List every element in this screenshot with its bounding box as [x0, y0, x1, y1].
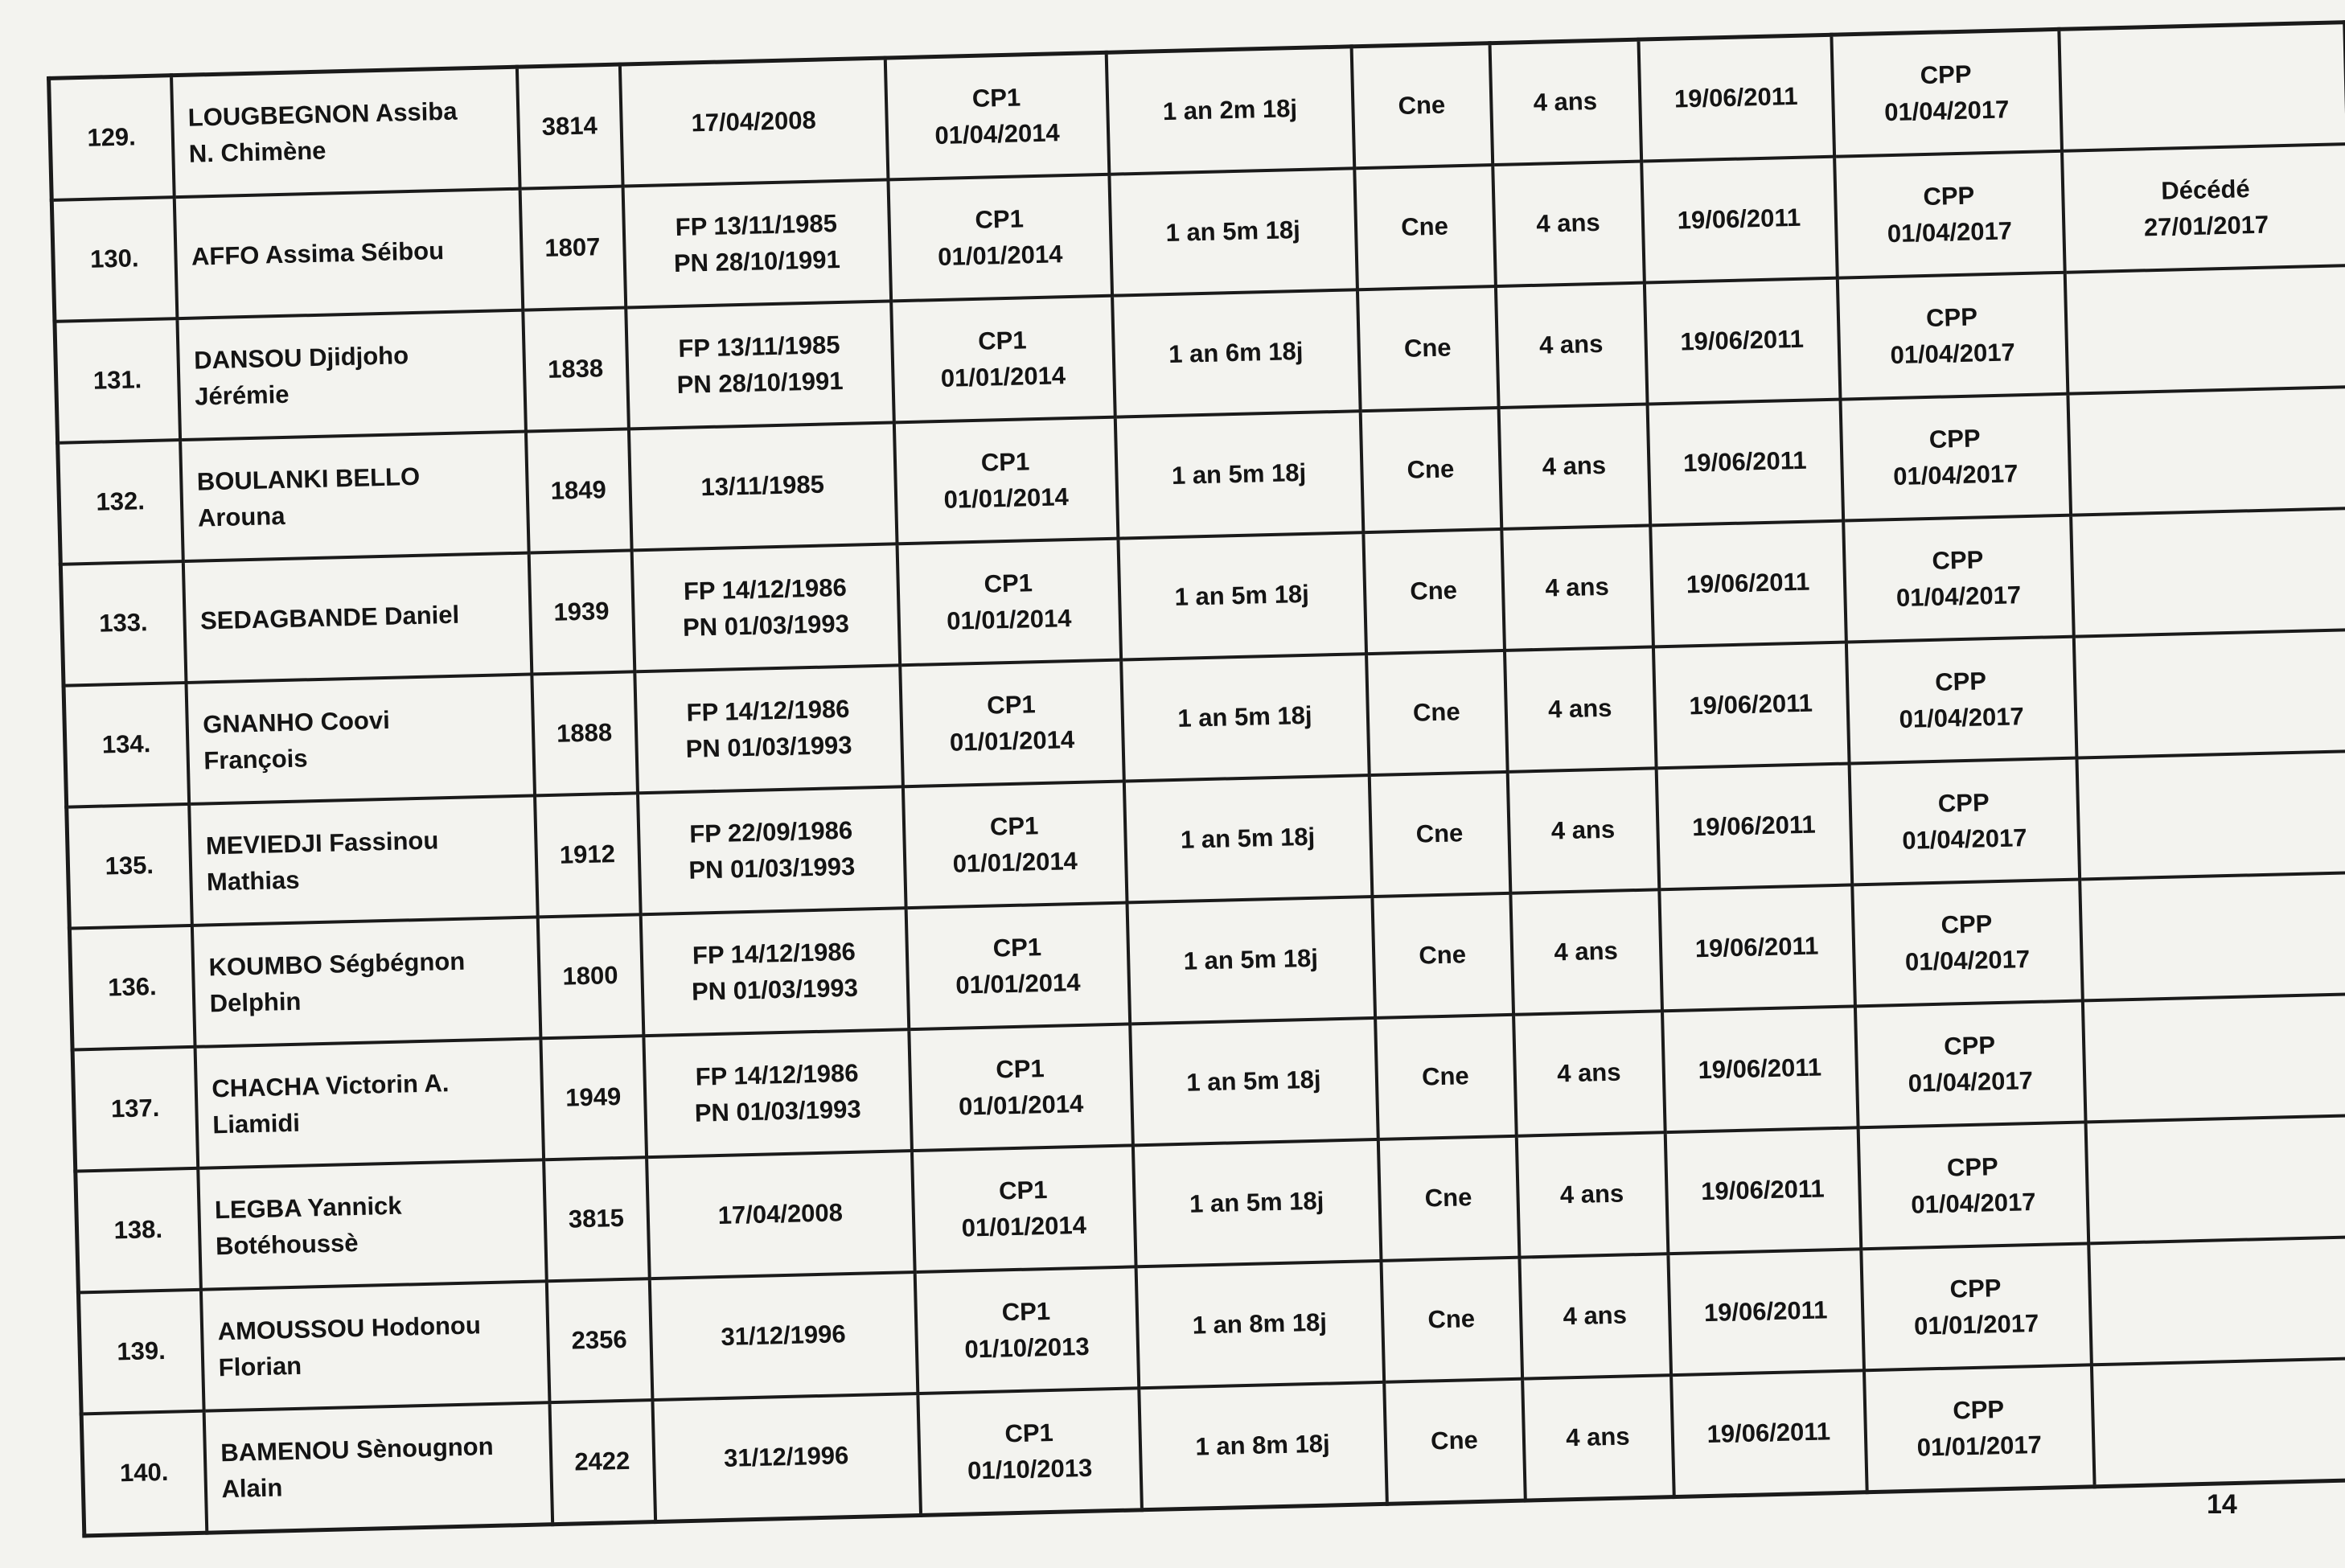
cell-proposed-grade-line: CPP — [1940, 909, 1993, 939]
cell-number: 131. — [55, 318, 180, 443]
cell-matricule: 2422 — [549, 1400, 655, 1525]
cell-observation — [2082, 994, 2345, 1123]
cell-proposed-grade — [1831, 29, 2062, 156]
cell-proposed-grade-line: CPP — [1952, 1394, 2005, 1425]
cell-current-grade-line: 01/10/2013 — [964, 1332, 1090, 1364]
cell-current-grade-line: CP1 — [980, 446, 1030, 477]
cell-observation — [2091, 1358, 2345, 1487]
cell-entry-date-line: PN 28/10/1991 — [676, 366, 844, 399]
cell-current-grade-line: 01/01/2014 — [949, 724, 1075, 757]
cell-name-line: AFFO Assima Séibou — [191, 236, 445, 271]
cell-entry-date-line: FP 14/12/1986 — [683, 573, 848, 605]
cell-proposed-grade-line: 01/04/2017 — [1892, 458, 2019, 491]
cell-entry-date — [622, 179, 891, 307]
cell-current-grade-line: 01/01/2014 — [961, 1210, 1087, 1242]
cell-matricule: 2356 — [546, 1279, 652, 1402]
cell-number: 137. — [72, 1047, 198, 1172]
cell-number: 140. — [81, 1411, 207, 1536]
cell-seniority: 1 an 5m 18j — [1115, 411, 1363, 538]
cell-current-grade — [911, 1145, 1136, 1272]
cell-observation-line: 27/01/2017 — [2143, 210, 2269, 241]
cell-proposed-grade-line: CPP — [1923, 181, 1975, 211]
cell-observation — [2064, 265, 2345, 394]
cell-rank: Cne — [1360, 408, 1501, 532]
cell-name-line: BAMENOU Sènougnon — [220, 1431, 494, 1467]
cell-proposed-grade-line: 01/01/2017 — [1913, 1308, 2039, 1340]
cell-duration: 4 ans — [1516, 1132, 1668, 1257]
cell-name — [177, 310, 526, 440]
cell-observation — [2059, 23, 2345, 151]
cell-proposed-grade-line: CPP — [1946, 1151, 1999, 1182]
cell-entry-date-line: PN 01/03/1993 — [682, 609, 850, 642]
cell-name-line: Mathias — [206, 865, 300, 896]
cell-observation — [2068, 387, 2345, 515]
cell-rank-date: 19/06/2011 — [1656, 764, 1852, 890]
cell-name — [186, 674, 535, 803]
cell-name-line: LOUGBEGNON Assiba — [187, 96, 458, 132]
cell-proposed-grade — [1861, 1243, 2092, 1370]
cell-rank-date: 19/06/2011 — [1641, 157, 1838, 283]
cell-name — [203, 1402, 552, 1533]
cell-proposed-grade-line: 01/04/2017 — [1910, 1187, 2036, 1219]
cell-rank: Cne — [1357, 286, 1498, 411]
cell-seniority: 1 an 5m 18j — [1127, 897, 1375, 1024]
cell-name-line: N. Chimène — [188, 136, 326, 168]
cell-seniority: 1 an 5m 18j — [1118, 532, 1366, 659]
cell-current-grade — [893, 417, 1118, 544]
personnel-table — [47, 20, 2345, 1537]
cell-number: 129. — [49, 76, 175, 200]
cell-name — [174, 189, 523, 318]
cell-proposed-grade — [1849, 758, 2080, 885]
document-page — [47, 20, 2345, 1503]
cell-observation — [2071, 508, 2345, 637]
cell-name — [198, 1160, 547, 1289]
cell-current-grade-line: 01/01/2014 — [952, 846, 1078, 878]
cell-proposed-grade-line: CPP — [1943, 1030, 1996, 1061]
cell-rank: Cne — [1366, 651, 1508, 775]
cell-current-grade — [897, 539, 1121, 666]
cell-seniority: 1 an 5m 18j — [1123, 775, 1372, 902]
cell-rank: Cne — [1354, 165, 1496, 289]
cell-name-line: Liamidi — [212, 1108, 301, 1139]
cell-current-grade-line: CP1 — [1004, 1418, 1054, 1447]
cell-rank: Cne — [1378, 1136, 1519, 1261]
cell-proposed-grade — [1854, 1000, 2085, 1127]
cell-entry-date — [647, 1151, 915, 1279]
cell-rank: Cne — [1351, 43, 1493, 169]
cell-matricule: 1912 — [535, 793, 641, 917]
cell-observation — [2080, 872, 2345, 1001]
cell-current-grade-line: CP1 — [984, 568, 1033, 598]
page-number: 14 — [2207, 1489, 2237, 1520]
cell-entry-date — [619, 58, 888, 187]
cell-number: 134. — [64, 683, 189, 807]
cell-number: 138. — [76, 1168, 201, 1293]
cell-rank: Cne — [1369, 772, 1510, 897]
cell-name-line: GNANHO Coovi — [202, 705, 391, 739]
cell-entry-date-line: PN 01/03/1993 — [688, 852, 856, 885]
cell-number: 139. — [78, 1290, 203, 1414]
cell-entry-date-line: 31/12/1996 — [723, 1441, 849, 1472]
cell-entry-date — [640, 908, 909, 1036]
cell-proposed-grade-line: CPP — [1934, 666, 1987, 696]
cell-rank-date: 19/06/2011 — [1671, 1370, 1867, 1496]
cell-duration: 4 ans — [1510, 889, 1662, 1014]
cell-duration: 4 ans — [1495, 283, 1647, 408]
cell-current-grade — [918, 1388, 1142, 1515]
cell-matricule: 1849 — [525, 429, 631, 552]
cell-current-grade — [888, 174, 1112, 302]
cell-entry-date — [628, 422, 897, 550]
cell-name — [183, 553, 532, 683]
cell-seniority: 1 an 5m 18j — [1132, 1139, 1381, 1266]
cell-current-grade-line: 01/01/2014 — [937, 239, 1063, 271]
cell-rank-date: 19/06/2011 — [1644, 278, 1840, 404]
cell-observation — [2073, 630, 2345, 758]
cell-proposed-grade-line: 01/04/2017 — [1901, 823, 2027, 855]
cell-name — [171, 67, 520, 197]
cell-current-grade-line: CP1 — [989, 811, 1039, 841]
cell-name-line: François — [203, 743, 308, 774]
cell-entry-date-line: PN 28/10/1991 — [673, 244, 841, 277]
cell-name-line: CHACHA Victorin A. — [211, 1068, 450, 1102]
cell-current-grade-line: CP1 — [986, 689, 1037, 720]
cell-name — [189, 795, 538, 925]
cell-current-grade-line: CP1 — [975, 203, 1025, 234]
cell-duration: 4 ans — [1493, 162, 1645, 286]
cell-name-line: SEDAGBANDE Daniel — [199, 600, 460, 635]
cell-number: 135. — [67, 804, 192, 929]
cell-proposed-grade-line: 01/04/2017 — [1904, 944, 2031, 976]
cell-matricule: 3814 — [516, 64, 622, 189]
cell-number: 136. — [69, 926, 195, 1050]
cell-proposed-grade — [1843, 515, 2074, 642]
cell-entry-date-line: PN 01/03/1993 — [685, 730, 852, 763]
cell-rank-date: 19/06/2011 — [1661, 1006, 1858, 1132]
cell-seniority: 1 an 6m 18j — [1112, 289, 1361, 417]
cell-entry-date — [635, 665, 903, 793]
cell-entry-date — [649, 1272, 918, 1400]
cell-current-grade-line: 01/01/2014 — [955, 967, 1081, 999]
cell-current-grade-line: 01/01/2014 — [943, 482, 1070, 514]
cell-seniority: 1 an 5m 18j — [1130, 1018, 1378, 1145]
cell-current-grade — [900, 660, 1124, 787]
cell-entry-date — [631, 544, 900, 671]
cell-current-grade — [914, 1266, 1139, 1394]
cell-name-line: Delphin — [209, 987, 302, 1017]
cell-proposed-grade — [1858, 1122, 2088, 1249]
cell-entry-date — [637, 786, 906, 914]
cell-rank: Cne — [1372, 893, 1513, 1018]
cell-entry-date-line: FP 13/11/1985 — [678, 330, 840, 363]
cell-proposed-grade-line: CPP — [1925, 302, 1978, 332]
cell-proposed-grade-line: 01/01/2017 — [1916, 1430, 2043, 1462]
cell-current-grade — [906, 902, 1130, 1029]
table-body — [49, 23, 2345, 1536]
cell-seniority: 1 an 5m 18j — [1121, 654, 1370, 781]
cell-proposed-grade — [1863, 1365, 2094, 1492]
cell-proposed-grade-line: 01/04/2017 — [1899, 701, 2025, 733]
cell-name — [195, 1038, 544, 1168]
cell-current-grade-line: 01/04/2014 — [934, 117, 1061, 150]
cell-rank: Cne — [1381, 1258, 1522, 1382]
cell-number: 130. — [51, 197, 177, 322]
cell-matricule: 1807 — [520, 187, 626, 310]
cell-entry-date-line: FP 14/12/1986 — [695, 1058, 859, 1091]
cell-entry-date-line: 17/04/2008 — [691, 105, 817, 138]
cell-name — [200, 1281, 549, 1410]
cell-proposed-grade-line: 01/04/2017 — [1908, 1065, 2034, 1098]
cell-observation — [2062, 144, 2345, 273]
cell-proposed-grade-line: CPP — [1928, 423, 1982, 454]
cell-observation — [2085, 1115, 2345, 1244]
cell-proposed-grade-line: 01/04/2017 — [1895, 580, 2022, 612]
cell-current-grade-line: CP1 — [971, 82, 1021, 113]
cell-entry-date — [643, 1029, 912, 1157]
cell-name-line: MEVIEDJI Fassinou — [205, 825, 439, 860]
cell-entry-date-line: FP 14/12/1986 — [686, 694, 850, 727]
cell-proposed-grade-line: CPP — [1920, 60, 1972, 89]
cell-proposed-grade-line: 01/04/2017 — [1883, 94, 2010, 126]
cell-current-grade — [902, 782, 1127, 909]
cell-number: 132. — [58, 440, 183, 564]
cell-entry-date — [626, 301, 894, 429]
cell-rank: Cne — [1384, 1379, 1526, 1504]
cell-current-grade-line: CP1 — [998, 1175, 1048, 1205]
cell-name — [180, 432, 529, 561]
cell-duration: 4 ans — [1489, 39, 1641, 165]
cell-proposed-grade-line: 01/04/2017 — [1887, 215, 2013, 248]
cell-current-grade-line: 01/01/2014 — [958, 1089, 1084, 1121]
cell-matricule: 1838 — [523, 308, 629, 432]
cell-matricule: 1888 — [532, 671, 638, 795]
cell-entry-date-line: FP 22/09/1986 — [688, 815, 853, 848]
cell-name-line: Florian — [218, 1351, 302, 1381]
cell-name-line: BOULANKI BELLO — [196, 462, 421, 496]
cell-entry-date-line: FP 13/11/1985 — [675, 208, 838, 241]
cell-entry-date-line: PN 01/03/1993 — [694, 1094, 861, 1127]
cell-proposed-grade-line: 01/04/2017 — [1890, 337, 2016, 369]
cell-entry-date — [652, 1394, 921, 1522]
cell-duration: 4 ans — [1498, 404, 1650, 529]
cell-name-line: DANSOU Djidjoho — [193, 340, 409, 375]
cell-name-line: Jérémie — [194, 380, 290, 411]
cell-name-line: LEGBA Yannick — [214, 1191, 402, 1224]
cell-duration: 4 ans — [1519, 1254, 1671, 1378]
cell-matricule: 1800 — [537, 914, 643, 1038]
cell-seniority: 1 an 5m 18j — [1109, 168, 1357, 295]
cell-rank-date: 19/06/2011 — [1665, 1127, 1861, 1254]
cell-name-line: KOUMBO Ségbégnon — [208, 946, 466, 981]
cell-current-grade — [885, 52, 1109, 179]
cell-proposed-grade-line: CPP — [1949, 1273, 2002, 1303]
cell-proposed-grade — [1852, 880, 2083, 1007]
cell-proposed-grade — [1840, 394, 2071, 521]
cell-entry-date-line: 17/04/2008 — [717, 1198, 844, 1230]
cell-name-line: Arouna — [197, 501, 285, 532]
cell-duration: 4 ans — [1501, 525, 1653, 650]
cell-entry-date-line: PN 01/03/1993 — [691, 973, 859, 1006]
cell-current-grade-line: CP1 — [992, 932, 1042, 963]
cell-rank: Cne — [1363, 529, 1505, 654]
cell-current-grade — [909, 1024, 1133, 1151]
cell-proposed-grade — [1834, 151, 2065, 278]
cell-proposed-grade — [1837, 273, 2068, 400]
cell-rank: Cne — [1375, 1015, 1517, 1139]
cell-rank-date: 19/06/2011 — [1659, 885, 1855, 1011]
cell-proposed-grade-line: CPP — [1937, 787, 1990, 818]
cell-matricule: 1949 — [540, 1036, 647, 1160]
cell-current-grade-line: 01/10/2013 — [967, 1453, 1093, 1485]
cell-rank-date: 19/06/2011 — [1668, 1249, 1864, 1375]
cell-observation-line: Décédé — [2160, 174, 2251, 205]
cell-observation — [2088, 1237, 2345, 1365]
cell-duration: 4 ans — [1522, 1375, 1674, 1500]
cell-current-grade-line: CP1 — [995, 1053, 1045, 1084]
cell-name-line: AMOUSSOU Hodonou — [217, 1310, 482, 1345]
cell-duration: 4 ans — [1513, 1011, 1665, 1135]
cell-current-grade-line: 01/01/2014 — [940, 360, 1066, 392]
cell-current-grade — [891, 296, 1115, 423]
cell-observation — [2076, 751, 2345, 880]
cell-seniority: 1 an 2m 18j — [1106, 47, 1354, 174]
cell-rank-date: 19/06/2011 — [1653, 642, 1849, 769]
cell-seniority: 1 an 8m 18j — [1139, 1382, 1387, 1510]
cell-name — [191, 917, 540, 1046]
cell-current-grade-line: 01/01/2014 — [946, 603, 1072, 635]
cell-number: 133. — [60, 561, 186, 686]
cell-name-line: Alain — [221, 1472, 283, 1503]
cell-matricule: 1939 — [528, 550, 635, 674]
cell-entry-date-line: 31/12/1996 — [721, 1320, 847, 1352]
cell-current-grade-line: CP1 — [1001, 1296, 1051, 1326]
cell-duration: 4 ans — [1504, 646, 1656, 771]
cell-rank-date: 19/06/2011 — [1647, 400, 1843, 526]
cell-seniority: 1 an 8m 18j — [1136, 1261, 1384, 1388]
cell-matricule: 3815 — [544, 1157, 650, 1281]
cell-proposed-grade-line: CPP — [1932, 544, 1984, 575]
cell-duration: 4 ans — [1507, 768, 1659, 893]
cell-rank-date: 19/06/2011 — [1638, 35, 1834, 161]
cell-entry-date-line: FP 14/12/1986 — [692, 937, 856, 970]
cell-entry-date-line: 13/11/1985 — [700, 470, 825, 502]
cell-rank-date: 19/06/2011 — [1650, 521, 1846, 647]
cell-current-grade-line: CP1 — [977, 325, 1027, 355]
cell-name-line: Botéhoussè — [215, 1228, 359, 1260]
cell-proposed-grade — [1846, 637, 2076, 764]
